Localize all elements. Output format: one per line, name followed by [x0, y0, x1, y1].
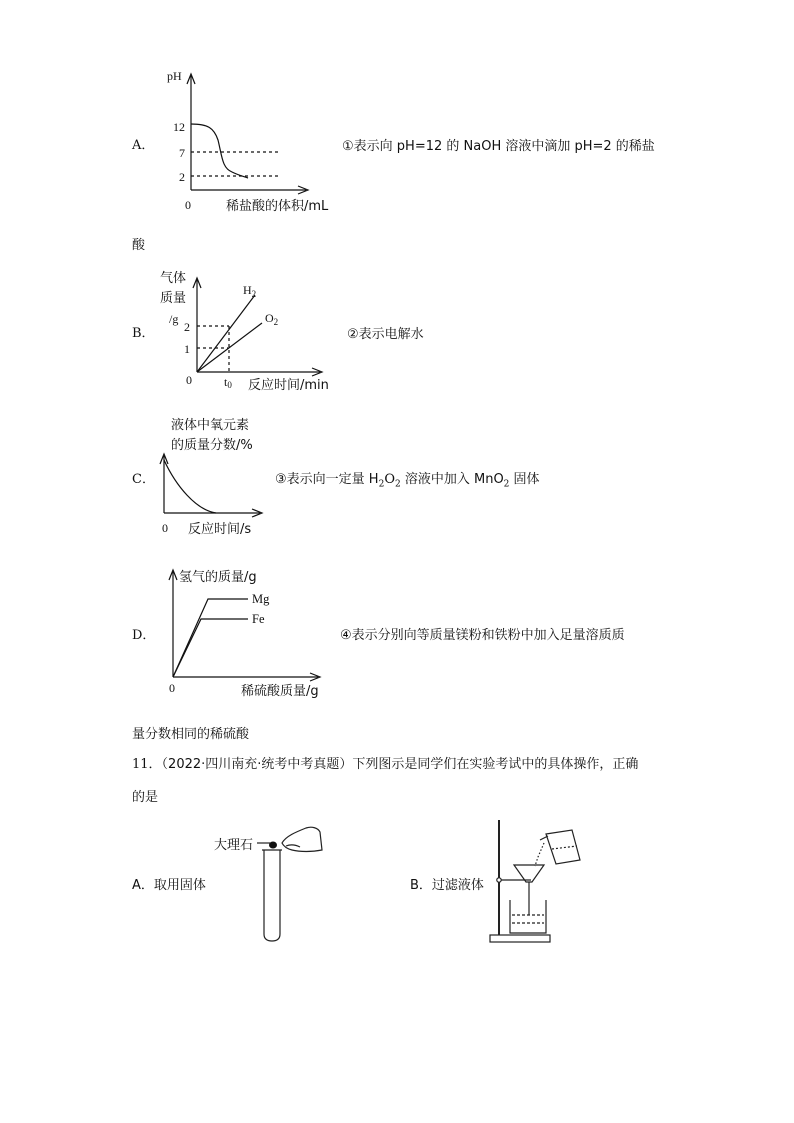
graph-a-tick-12: 12 — [173, 120, 185, 134]
graph-b-o2-label: $O_2$ — [265, 311, 279, 327]
graph-b-y-label-1: 气体 — [160, 271, 187, 286]
graph-b-y-label-3: /g — [169, 312, 179, 326]
question-11-stem-continued: 的是 — [132, 790, 159, 805]
question-text: 下列图示是同学们在实验考试中的具体操作，正确 — [352, 757, 639, 772]
beaker-icon — [510, 900, 546, 933]
option-b-label: B． — [132, 326, 155, 341]
question-number: 11． — [132, 757, 162, 772]
graph-a-tick-7: 7 — [179, 146, 185, 160]
option-a-description-continued: 酸 — [132, 238, 146, 253]
q11-option-a-label: A．取用固体 — [132, 878, 206, 893]
option-a-description: ①表示向 pH=12 的 NaOH 溶液中滴加 pH=2 的稀盐 — [342, 139, 655, 154]
pouring-beaker-liquid — [552, 846, 577, 849]
graph-b-tick-2: 2 — [184, 320, 190, 334]
graph-b-y-label-2: 质量 — [160, 291, 187, 306]
graph-c-y-label-2: 的质量分数/% — [171, 438, 253, 453]
circled-number-3: ③ — [275, 472, 287, 487]
graph-b-h2-label: $H_2$ — [243, 283, 257, 299]
marble-callout-label: 大理石 — [214, 838, 254, 853]
circled-number-2: ② — [347, 327, 359, 342]
graph-b-x-label: 反应时间/min — [248, 378, 329, 393]
graph-a-origin: 0 — [185, 198, 191, 212]
option-d-label: D． — [132, 628, 156, 643]
iron-stand-base — [490, 935, 550, 942]
graph-b-tick-1: 1 — [184, 342, 190, 356]
graph-d-x-label: 稀硫酸质量/g — [241, 684, 319, 699]
graph-d-origin: 0 — [169, 681, 175, 695]
graph-c-origin: 0 — [162, 521, 168, 535]
graph-d-mg-label: Mg — [252, 592, 270, 606]
clamp-screw-icon — [497, 878, 501, 882]
poured-liquid-stream — [535, 843, 544, 866]
graph-c-x-label: 反应时间/s — [188, 522, 252, 537]
option-d-description: ④表示分别向等质量镁粉和铁粉中加入足量溶质质 — [340, 628, 625, 643]
option-c-description: ③表示向一定量 $H_2O_2$ 溶液中加入 MnO$_2$ 固体 — [275, 472, 540, 490]
graph-b-t0: t0 — [224, 375, 232, 390]
graph-d-fe-label: Fe — [252, 612, 265, 626]
q11-option-b-label: B．过滤液体 — [410, 878, 484, 893]
graph-d-y-label: 氢气的质量/g — [179, 570, 257, 585]
graph-a-x-label: 稀盐酸的体积/mL — [226, 199, 329, 214]
option-c-label: C． — [132, 472, 155, 487]
graph-a-y-label: pH — [167, 69, 182, 83]
graph-a-tick-2: 2 — [179, 170, 185, 184]
graph-b-origin: 0 — [186, 373, 192, 387]
circled-number-4: ④ — [340, 628, 352, 643]
option-b-description: ②表示电解水 — [347, 327, 424, 342]
option-a-label: A． — [132, 138, 155, 153]
graph-c-y-label-1: 液体中氧元素 — [171, 418, 250, 433]
question-source: （2022·四川南充·统考中考真题） — [161, 757, 353, 772]
option-d-description-continued: 量分数相同的稀硫酸 — [132, 727, 250, 742]
pouring-beaker-icon — [546, 830, 580, 864]
circled-number-1: ① — [342, 139, 354, 154]
